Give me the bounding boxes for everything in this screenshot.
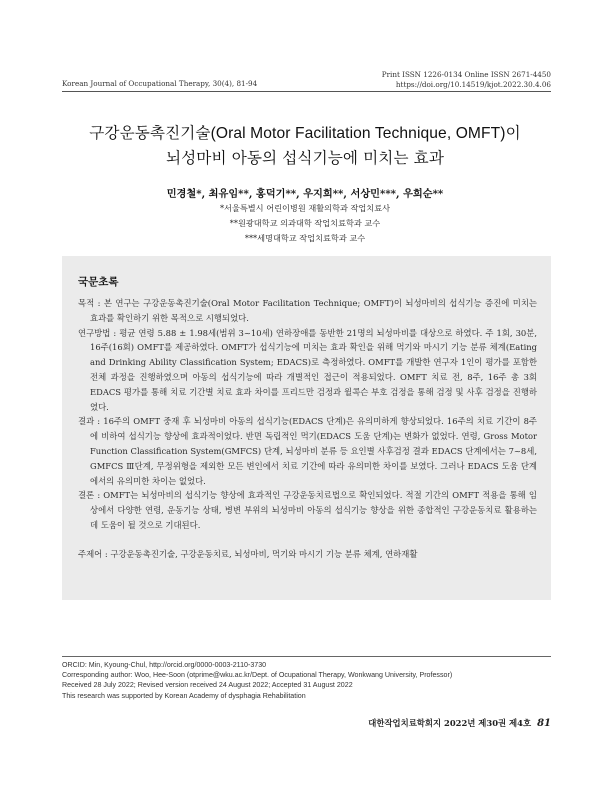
footer-journal: 대한작업치료학회지 2022년 제30권 제4호 [368,718,532,728]
title-en-part: (Oral Motor Facilitation Technique, OMFT) [210,125,506,142]
affiliation-2: **원광대학교 의과대학 작업치료학과 교수 [229,218,381,228]
affiliations [40,201,570,246]
abstract-keywords: 주제어 : 구강운동촉진기술, 구강운동치료, 뇌성마비, 먹기와 마시기 기능 분류 체계, 연하재활 [78,548,418,559]
affiliation-1: *서울특별시 어린이병원 재활의학과 작업치료사 [219,203,391,213]
abstract-conclusion: 결론 : OMFT는 뇌성마비의 섭식기능 향상에 효과적인 구강운동치료법으로 확인되었다. 적절 기간의 OMFT 적용을 통해 임상에서 다양한 연령, 운동기능 상태, 병변 부위의 뇌성마비 아동의 섭식기능 향상을 위한 종합적인 구강운동치료 활용하는데 도움이 될 것으로 기대된다. [78,490,537,530]
header-rule [62,91,551,92]
footnote-rule [62,656,551,657]
footnote-orcid: ORCID: Min, Kyoung-Chul, http://orcid.org/0000-0003-2110-3730 [62,661,267,669]
title-ko-part: 구강운동촉진기술 [89,124,211,142]
doi-link[interactable]: https://doi.org/10.14519/kjot.2022.30.4.06 [395,80,551,89]
abstract-heading: 국문초록 [78,276,119,288]
journal-citation: Korean Journal of Occupational Therapy, 30(4), 81-94 [62,79,258,88]
article-title [40,121,570,170]
issn-doi-block [382,70,551,90]
footnotes [62,660,452,701]
affiliation-3: ***세명대학교 작업치료학과 교수 [244,233,366,243]
page-footer [368,717,551,729]
abstract-results: 결과 : 16주의 OMFT 중재 후 뇌성마비 아동의 섭식기능(EDACS 단계)은 유의미하게 향상되었다. 16주의 치료 기간이 8주에 비하여 섭식기능 향상에 효과적이었다. 반면 독립적인 먹기(EDACS 도움 단계)는 변화가 없었다. 연령, Gross Motor Function Classification System(GMFCS) 단계, 뇌성마비 분류 등 요인별 사후검정 결과 EDACS 단계에서는 7~8세, GMFCS Ⅲ단계, 무정위형을 제외한 모든 변인에서 치료 기간에 따라 유의미한 차이를 보였다. 그러나 EDACS 도움 단계에서의 유의미한 차이는 없었다. [78,416,537,486]
title-line-2: 뇌성마비 아동의 섭식기능에 미치는 효과 [165,149,444,167]
title-line-1 [40,121,570,146]
author-list: 민경철*, 최유임**, 홍덕기**, 우지희**, 서상민***, 우희순** [166,188,444,200]
abstract-methods: 연구방법 : 평균 연령 5.88 ± 1.98세(범위 3~10세) 연하장애를 동반한 21명의 뇌성마비를 대상으로 하였다. 주 1회, 30분, 16주(16회) OMFT를 제공하였다. OMFT가 섭식기능에 미치는 효과 확인을 위해 먹기와 마시기 기능 분류 체계(Eating and Drinking Ability Classification System; EDACS)로 측정하였다. OMFT를 개발한 연구자 1인이 평가를 포함한 전체 과정을 진행하였으며 아동의 섭식기능에 따라 개별적인 접근이 적용되었다. OMFT 치료 전, 8주, 16주 총 3회 EDACS 평가를 통해 치료 기간별 치료 효과 차이를 프리드만 검정과 윌콕슨 부호 검정을 통해 검정 및 사후 검정을 진행하였다. [78,327,537,412]
abstract-objective: 목적 : 본 연구는 구강운동촉진기술(Oral Motor Facilitation Technique; OMFT)이 뇌성마비의 섭식기능 증진에 미치는 효과를 확인하기 위한 목적으로 시행되었다. [78,298,537,323]
footnote-dates: Received 28 July 2022; Revised version received 24 August 2022; Accepted 31 August 2022 [62,681,353,690]
footnote-funding: This research was supported by Korean Academy of dysphagia Rehabilitation [62,691,306,700]
abstract-box [62,256,551,600]
issn-text: Print ISSN 1226-0134 Online ISSN 2671-4450 [381,70,551,79]
page-number: 81 [537,718,551,729]
title-suffix: 이 [505,124,521,142]
footnote-corresponding-author: Corresponding author: Woo, Hee-Soon (otprime@wku.ac.kr/Dept. of Ocupational Therapy, Wonkwang University, Professor) [62,671,453,680]
